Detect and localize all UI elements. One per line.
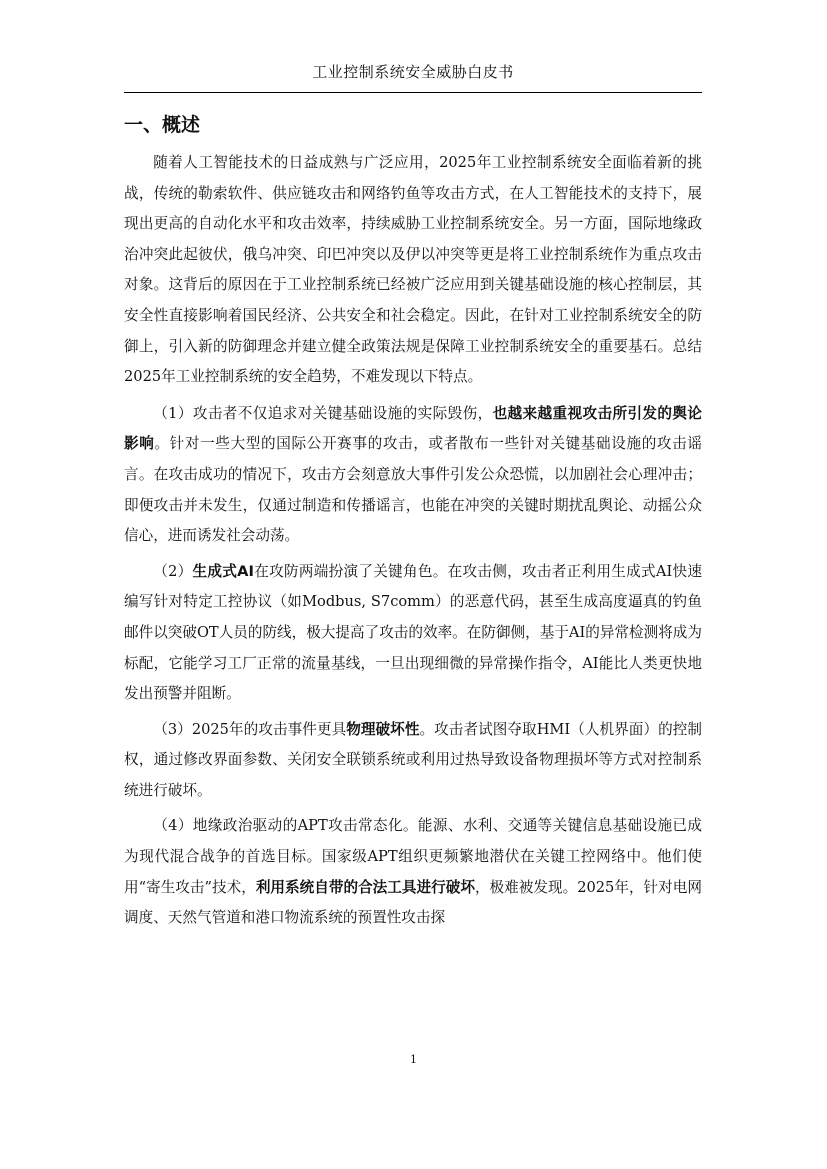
paragraph-suffix: 。攻击者试图夺取HMI（人机界面）的控制权，通过修改界面参数、关闭安全联锁系统或利用过热导致设备物理损坏等方式对控制系统进行破坏。 (124, 720, 702, 799)
paragraph-point-3 (124, 715, 702, 807)
paragraph-suffix: 在攻防两端扮演了关键角色。在攻击侧，攻击者正利用生成式AI快速编写针对特定工控协议（如Modbus, S7comm）的恶意代码，甚至生成高度逼真的钓鱼邮件以突破OT人员的防线，极大提高了攻击的效率。在防御侧，基于AI的异常检测将成为标配，它能学习工厂正常的流量基线，一旦出现细微的异常操作指令，AI能比人类更快地发出预警并阻断。 (124, 562, 702, 703)
paragraph-prefix: （3）2025年的攻击事件更具 (153, 720, 347, 738)
paragraph-point-1 (124, 399, 702, 552)
paragraph-emphasis: 生成式AI (192, 562, 254, 580)
paragraph-point-4 (124, 811, 702, 933)
header-divider (124, 92, 702, 93)
paragraph-emphasis: 物理破坏性 (346, 720, 420, 738)
section-title: 一、概述 (124, 114, 201, 136)
paragraph-prefix: （1）攻击者不仅追求对关键基础设施的实际毁伤， (153, 404, 493, 422)
paragraph-overview (124, 148, 702, 393)
paragraph-emphasis: 利用系统自带的合法工具进行破坏 (255, 878, 475, 896)
paragraph-suffix: 。针对一些大型的国际公开赛事的攻击，或者散布一些针对关键基础设施的攻击谣言。在攻击成功的情况下，攻击方会刻意放大事件引发公众恐慌，以加剧社会心理冲击；即便攻击并未发生，仅通过制造和传播谣言，也能在冲突的关键时期扰乱舆论、动摇公众信心，进而诱发社会动荡。 (124, 435, 702, 545)
paragraph-point-2 (124, 557, 702, 710)
paragraph-prefix: （2） (153, 562, 193, 580)
paragraph-prefix: （4）地缘政治驱动的APT攻击常态化。能源、水利、交通等关键信息基础设施已成为现代混合战争的首选目标。国家级APT组织更频繁地潜伏在关键工控网络中。他们使用“寄生攻击”技术， (124, 817, 702, 896)
page-header-title: 工业控制系统安全威胁白皮书 (312, 63, 514, 81)
paragraph-emphasis: 也越来越重视攻击所引发的舆论影响 (124, 404, 702, 453)
paragraph-suffix: ，极难被发现。2025年，针对电网调度、天然气管道和港口物流系统的预置性攻击探 (124, 878, 702, 927)
page-number: 1 (410, 1053, 417, 1066)
paragraph-text: 随着人工智能技术的日益成熟与广泛应用，2025年工业控制系统安全面临着新的挑战，传统的勒索软件、供应链攻击和网络钓鱼等攻击方式，在人工智能技术的支持下，展现出更高的自动化水平和攻击效率，持续威胁工业控制系统安全。另一方面，国际地缘政治冲突此起彼伏，俄乌冲突、印巴冲突以及伊以冲突等更是将工业控制系统作为重点攻击对象。这背后的原因在于工业控制系统已经被广泛应用到关键基础设施的核心控制层，其安全性直接影响着国民经济、公共安全和社会稳定。因此，在针对工业控制系统安全的防御上，引入新的防御理念并建立健全政策法规是保障工业控制系统安全的重要基石。总结2025年工业控制系统的安全趋势，不难发现以下特点。 (124, 154, 702, 386)
document-body (124, 148, 702, 939)
